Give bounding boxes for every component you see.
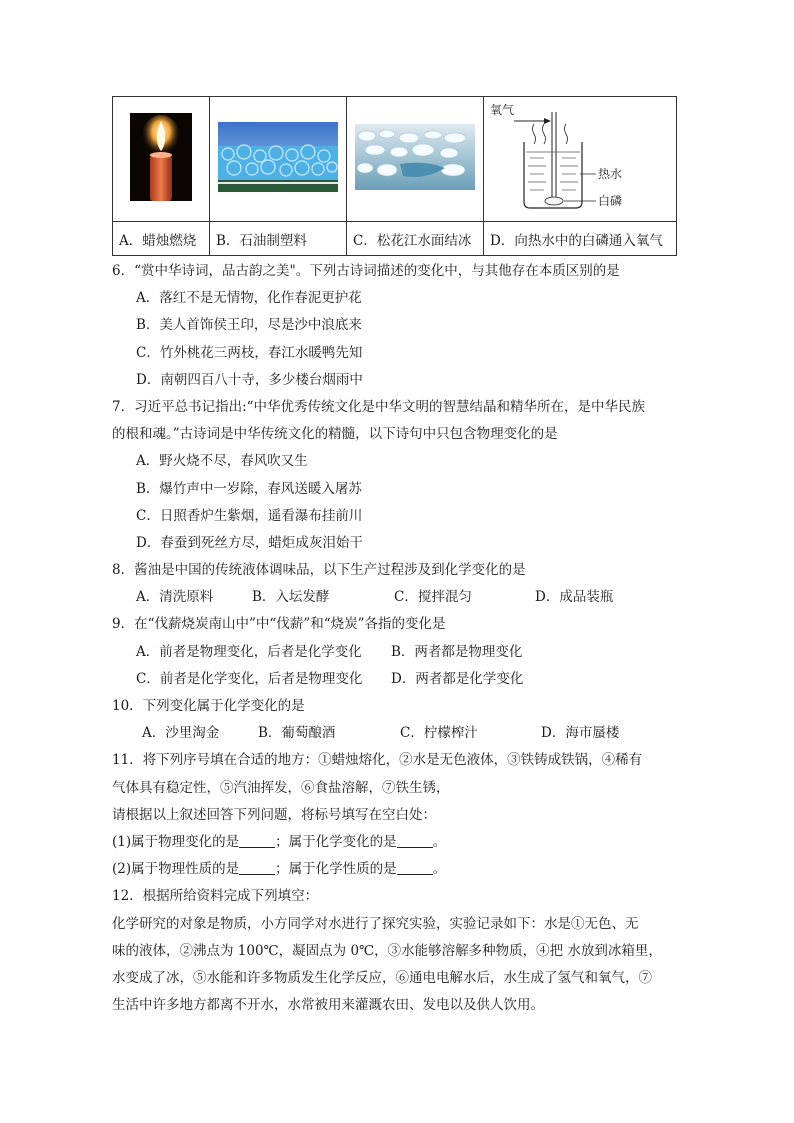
q9-options-row1 [112, 639, 692, 666]
q12-stem: 12．根据所给资料完成下列填空： [112, 888, 319, 905]
q6-option-d: D．南朝四百八十寺，多少楼台烟雨中 [136, 371, 363, 388]
q6-option-a: A．落红不是无情物，化作春泥更护花 [136, 290, 362, 307]
q9-options-row2 [112, 666, 692, 693]
q6-option-c: C．竹外桃花三两枝，春江水暖鸭先知 [136, 344, 363, 361]
q9-stem: 9．在“伐薪烧炭南山中”中“伐薪”和“烧炭”各指的变化是 [112, 616, 446, 633]
q7-option-a: A．野火烧不尽，春风吹又生 [136, 453, 308, 470]
q10-options [112, 720, 692, 747]
q8-option-d: D．成品装瓶 [535, 589, 614, 606]
oxygen-label: 氧气 [490, 103, 515, 117]
q10-option-c: C．柠檬榨汁 [400, 725, 478, 742]
answer-blank[interactable] [397, 860, 433, 875]
q8-option-b: B．入坛发酵 [252, 589, 330, 606]
figure-cell-c [347, 97, 484, 222]
figure-cell-a [113, 97, 210, 222]
answer-blank[interactable] [397, 833, 433, 848]
q9-option-b: B．两者都是物理变化 [391, 643, 523, 660]
period: 。 [432, 861, 447, 878]
question-body [112, 258, 692, 1019]
apparatus-diagram [484, 98, 674, 216]
q11-line3: 请根据以上叙述回答下列问题，将标号填写在空白处： [112, 806, 436, 823]
q10-option-a: A．沙里淘金 [142, 725, 220, 742]
q11-sub2-physical-property: (2)属于物理性质的是 [112, 861, 240, 878]
q7-option-d: D．春蚕到死丝方尽，蜡炬成灰泪始干 [136, 534, 363, 551]
q7-option-c: C．日照香炉生紫烟，遥看瀑布挂前川 [136, 507, 363, 524]
white-phosphorus-label: 白磷 [598, 194, 623, 208]
figure-cell-b [210, 97, 347, 222]
q8-option-a: A．清洗原料 [136, 589, 214, 606]
q6-stem: 6．“赏中华诗词，品古韵之美"。下列古诗词描述的变化中，与其他存在本质区别的是 [112, 263, 620, 279]
q9-option-d: D．两者都是化学变化 [391, 670, 524, 687]
q11-sub1-physical-change: (1)属于物理变化的是 [112, 833, 240, 850]
caption-a: A．蜡烛燃烧 [113, 222, 210, 256]
candle-image [130, 113, 192, 201]
hot-water-label: 热水 [598, 167, 623, 181]
q7-stem-line1: 7．习近平总书记指出:“中华优秀传统文化是中华文明的智慧结晶和精华所在，是中华民族 [112, 398, 646, 415]
period: 。 [432, 833, 447, 850]
caption-b: B．石油制塑料 [210, 222, 347, 256]
q10-option-d: D．海市蜃楼 [541, 725, 620, 742]
q10-option-b: B．葡萄酿酒 [258, 725, 336, 742]
q9-option-a: A．前者是物理变化，后者是化学变化 [136, 643, 362, 660]
water-cube-building-image [218, 122, 338, 192]
q7-stem-line2: 的根和魂。”古诗词是中华传统文化的精髓，以下诗句中只包含物理变化的是 [112, 426, 558, 443]
figure-table [112, 96, 677, 256]
q12-line3: 水变成了冰，⑤水能和许多物质发生化学反应，⑥通电电解水后，水生成了氢气和氧气，⑦ [112, 969, 652, 986]
frozen-river-image [355, 124, 475, 190]
q11-sub2-chemical-property: ；属于化学性质的是 [275, 861, 397, 878]
q8-option-c: C．搅拌混匀 [394, 589, 472, 606]
q12-line2: 味的液体，②沸点为 100℃，凝固点为 0℃，③水能够溶解多种物质，④把 水放到冰箱里， [112, 942, 662, 959]
q10-stem: 10．下列变化属于化学变化的是 [112, 698, 305, 714]
caption-c: C．松花江水面结冰 [347, 222, 484, 256]
q7-option-b: B．爆竹声中一岁除，春风送暖入屠苏 [136, 480, 362, 497]
q11-sub2 [112, 856, 692, 883]
q9-option-c: C．前者是化学变化，后者是物理变化 [136, 670, 363, 687]
caption-d: D．向热水中的白磷通入氧气 [484, 222, 677, 256]
answer-blank[interactable] [239, 833, 275, 848]
q6-option-b: B．美人首饰侯王印，尽是沙中浪底来 [136, 317, 362, 334]
q11-sub1 [112, 829, 692, 856]
q8-stem: 8．酱油是中国的传统液体调味品，以下生产过程涉及到化学变化的是 [112, 562, 526, 579]
figure-cell-d [484, 97, 677, 222]
q12-line4: 生活中许多地方都离不开水，水常被用来灌溉农田、发电以及供人饮用。 [112, 997, 544, 1014]
q12-line1: 化学研究的对象是物质，小方同学对水进行了探究实验，实验记录如下：水是①无色、无 [112, 915, 639, 932]
q8-options [112, 584, 692, 611]
q11-line2: 气体具有稳定性，⑤汽油挥发，⑥食盐溶解，⑦铁生锈， [112, 779, 450, 796]
answer-blank[interactable] [239, 860, 275, 875]
q11-sub1-chemical-change: ；属于化学变化的是 [275, 833, 397, 850]
q11-line1: 11．将下列序号填在合适的地方：①蜡烛熔化，②水是无色液体，③铁铸成铁锅，④稀有 [112, 752, 643, 769]
